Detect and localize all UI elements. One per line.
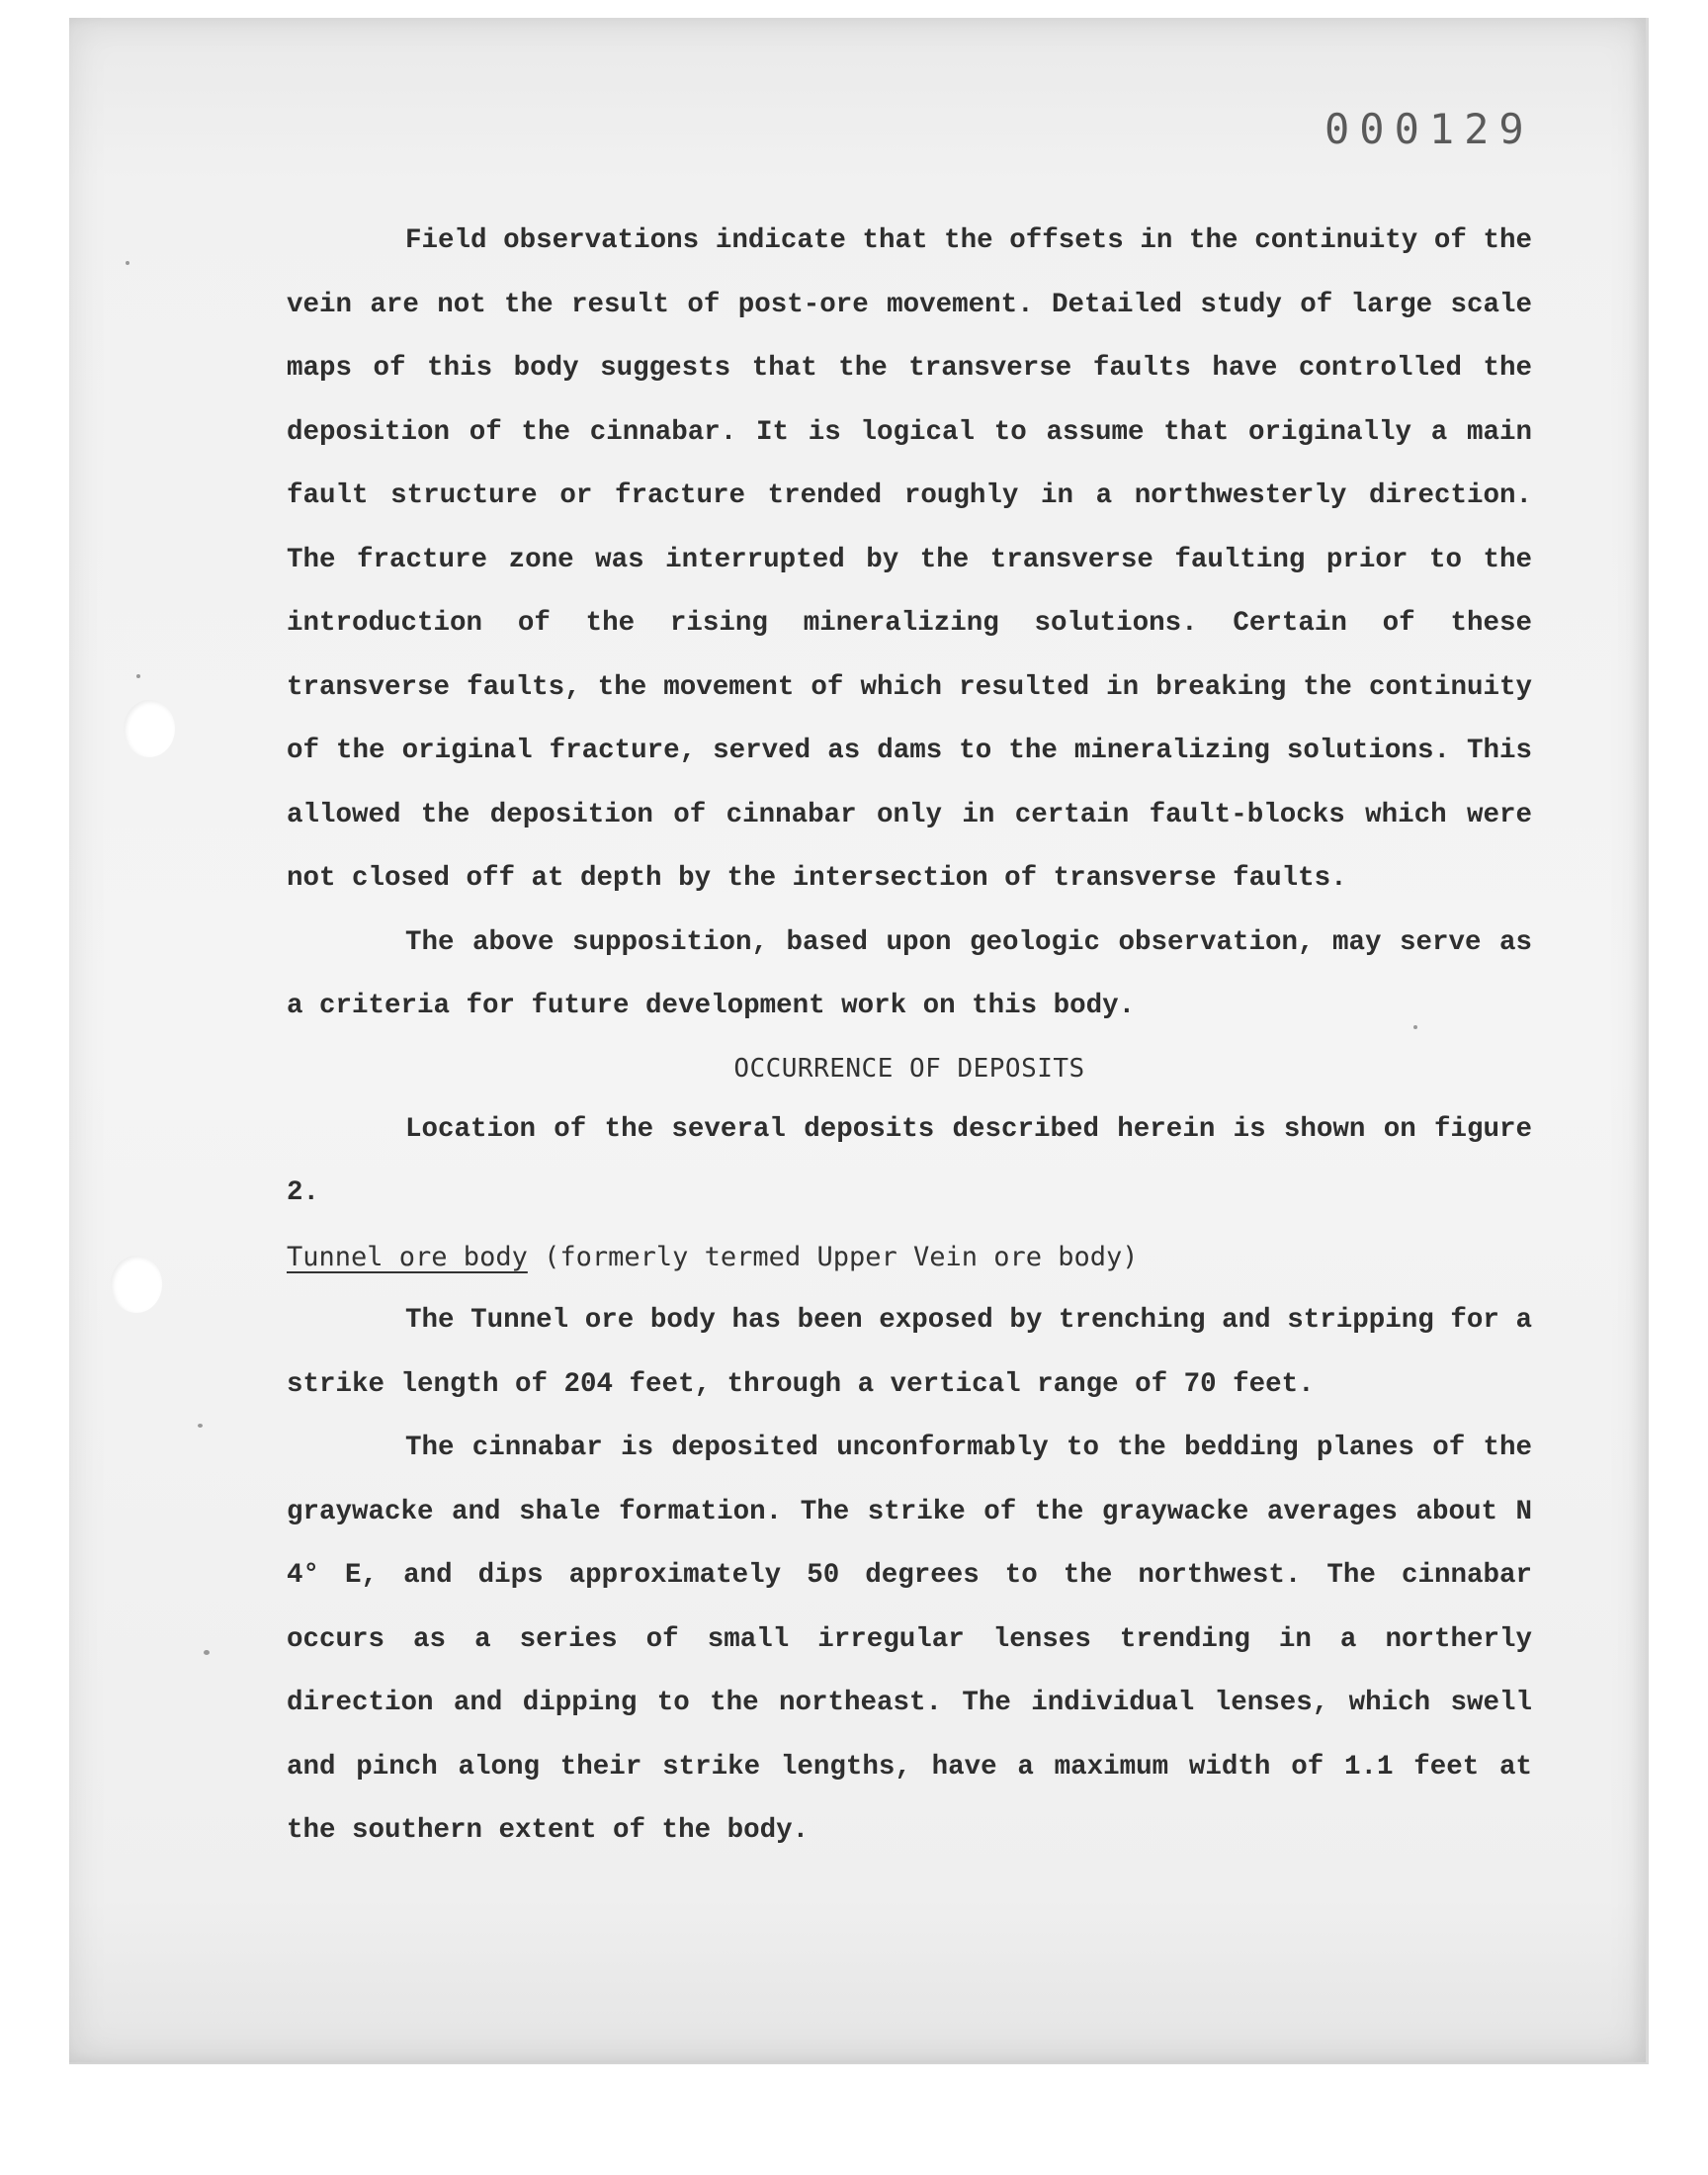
subsection-title: Tunnel ore body — [287, 1241, 528, 1272]
body-paragraph: The above supposition, based upon geologic observation, may serve as a criteria for future development work on this body. — [287, 926, 1532, 1021]
punch-hole-upper — [124, 700, 175, 757]
body-paragraph: Field observations indicate that the offsets in the continuity of the vein are not the result of post-ore movement. Detailed study of large scale maps of this body suggests that the transverse faults have controlled the deposition of the cinnabar. It is logical to assume that originally a main fault structure or fracture trended roughly in a northwesterly direction. The fracture zone was interrupted by the transverse faulting prior to the introduction of the rising mineralizing solutions. Certain of these transverse faults, the movement of which resulted in breaking the continuity of the original fracture, served as dams to the mineralizing solutions. This allowed the deposition of cinnabar only in certain fault-blocks which were not closed off at depth by the intersection of transverse faults. — [287, 225, 1532, 894]
page-number: 000129 — [1324, 105, 1534, 153]
document-body — [287, 210, 1532, 1864]
section-heading: OCCURRENCE OF DEPOSITS — [733, 1053, 1085, 1084]
section-intro-paragraph: Location of the several deposits described herein is shown on figure 2. — [287, 1113, 1532, 1208]
subsection-note: (formerly termed Upper Vein ore body) — [544, 1241, 1139, 1272]
paper-speck — [204, 1650, 210, 1655]
body-paragraph: The Tunnel ore body has been exposed by trenching and stripping for a strike length of 204 feet, through a vertical range of 70 feet. — [287, 1305, 1532, 1400]
paper-speck — [126, 261, 129, 265]
paper-speck — [198, 1424, 203, 1428]
subsection-heading — [287, 1226, 1532, 1290]
body-paragraph: The cinnabar is deposited unconformably to the bedding planes of the graywacke and shale formation. The strike of the graywacke averages about N 4° E, and dips approximately 50 degrees to the northwest. The cinnabar occurs as a series of small irregular lenses trending in a northerly direction and dipping to the northeast. The individual lenses, which swell and pinch along their strike lengths, have a maximum width of 1.1 feet at the southern extent of the body. — [287, 1433, 1532, 1846]
punch-hole-lower — [111, 1256, 162, 1313]
paper-speck — [136, 674, 140, 678]
